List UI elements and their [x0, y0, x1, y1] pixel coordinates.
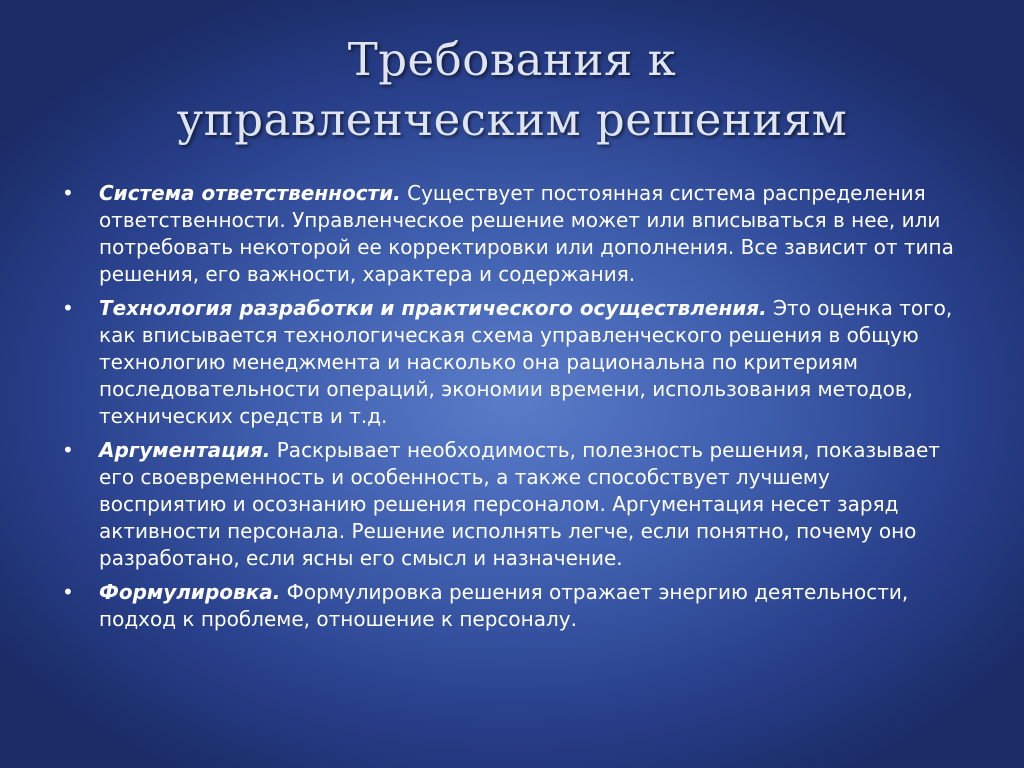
bullet-text: Формулировка решения отражает энергию деятельности, подход к проблеме, отношение к персоналу. [99, 580, 909, 631]
bullet-lead: Формулировка. [99, 580, 281, 604]
slide-title-line-2: управленческим решениям [176, 93, 848, 146]
bullet-lead: Технология разработки и практического осуществления. [99, 296, 767, 320]
slide-title [0, 30, 1024, 150]
bullet-text: Раскрывает необходимость, полезность решения, показывает его своевременность и особенность, а также способствует лучшему восприятию и осознанию решения персоналом. Аргументация несет заряд активности персонала. Решение исполнять легче, если понятно, почему оно разработано, если ясны его смысл и назначение. [99, 438, 940, 570]
bullet-lead: Система ответственности. [99, 181, 401, 205]
bullet-marker: • [62, 181, 74, 205]
bullet-list [62, 180, 962, 640]
bullet-text: Это оценка того, как вписывается технологическая схема управленческого решения в общую технологию менеджмента и насколько она рациональна по критериям последовательности операций, экономии времени, использования методов, технических средств и т.д. [99, 296, 953, 428]
bullet-text: Существует постоянная система распределения ответственности. Управленческое решение может или вписываться в нее, или потребовать некоторой ее корректировки или дополнения. Все зависит от типа решения, его важности, характера и содержания. [99, 181, 954, 286]
bullet-marker: • [62, 296, 74, 320]
bullet-item-technology [62, 295, 962, 430]
slide-title-line-1: Требования к [347, 33, 677, 86]
bullet-lead: Аргументация. [99, 438, 271, 462]
bullet-marker: • [62, 580, 74, 604]
bullet-item-responsibility [62, 180, 962, 288]
bullet-item-argumentation [62, 437, 962, 572]
bullet-marker: • [62, 438, 74, 462]
bullet-item-formulation [62, 579, 962, 633]
